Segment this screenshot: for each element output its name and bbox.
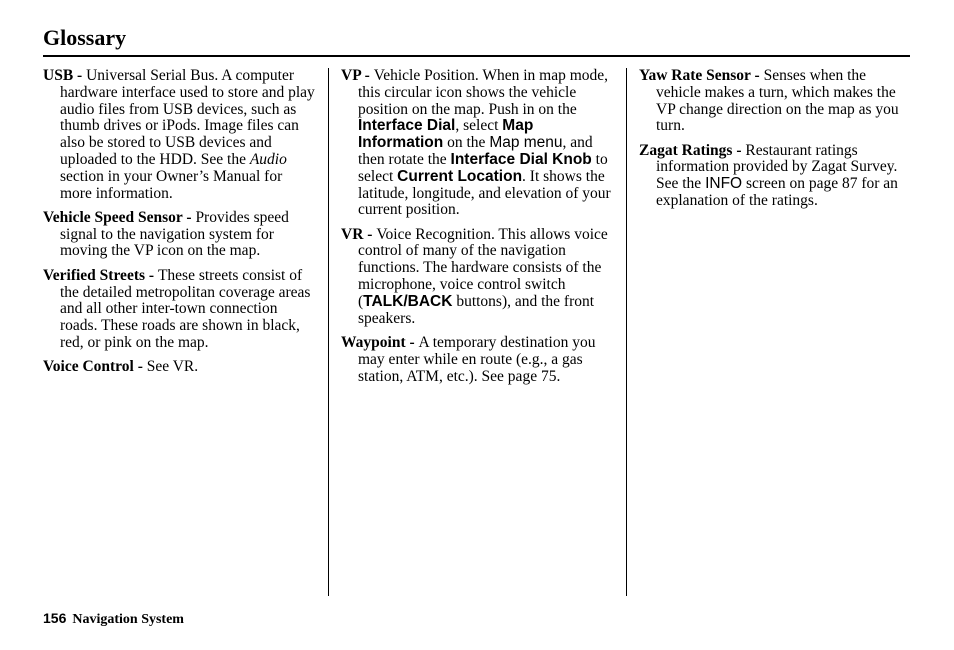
term-zagat-ratings: Zagat Ratings - (639, 141, 746, 159)
footer-label: Navigation System (72, 612, 184, 627)
term-yaw-rate-sensor: Yaw Rate Sensor - (639, 67, 764, 84)
definition-text: on the (443, 134, 490, 152)
definition-text: , select (455, 117, 503, 135)
ui-label-current-location: Current Location (397, 167, 523, 185)
page-number: 156 (43, 610, 67, 626)
definition-text: These streets consist of the detailed metropolitan coverage areas and all other inter-town connection roads. These roads are shown in black, red, or pink on the map. (60, 266, 311, 351)
entry-vehicle-speed-sensor (43, 210, 316, 260)
entry-yaw-rate-sensor (639, 68, 907, 135)
term-vr: VR - (341, 225, 377, 243)
entry-waypoint (341, 335, 613, 385)
definition-text: See VR. (146, 358, 199, 376)
italic-reference: Audio (249, 150, 287, 168)
definition-text: . It shows the latitude, longitude, and elevation of your current position. (358, 167, 611, 219)
term-voice-control: Voice Control - (43, 358, 147, 376)
glossary-column-2 (341, 68, 613, 393)
title-rule (43, 55, 910, 57)
definition-text: , and then rotate the (358, 134, 593, 168)
definition-text: Restaurant ratings information provided by Zagat Survey. See the (656, 141, 898, 193)
definition-text: Vehicle Position. When in map mode, this circular icon shows the vehicle position on the map. Push in on the (358, 67, 609, 118)
ui-label-interface-dial-knob: Interface Dial Knob (450, 150, 592, 168)
entry-usb (43, 68, 316, 202)
page-footer (43, 610, 184, 628)
column-divider-2 (626, 68, 627, 596)
ui-label-talk-back: TALK/BACK (363, 292, 453, 310)
definition-text: buttons), and the front speakers. (358, 292, 595, 327)
definition-text: Senses when the vehicle makes a turn, which makes the VP change direction on the map as you turn. (656, 67, 899, 135)
entry-voice-control (43, 359, 316, 376)
page-title: Glossary (43, 25, 127, 50)
term-usb: USB - (43, 67, 87, 84)
term-waypoint: Waypoint - (341, 333, 419, 351)
ui-label-map-information: Map Information (358, 117, 534, 152)
ui-label-interface-dial: Interface Dial (358, 117, 456, 135)
column-divider-1 (328, 68, 329, 596)
entry-vr (341, 227, 613, 328)
definition-text: section in your Owner’s Manual for more information. (60, 167, 283, 202)
definition-text: to select (358, 150, 608, 185)
entry-zagat-ratings (639, 143, 907, 210)
term-verified-streets: Verified Streets - (43, 266, 158, 284)
glossary-column-3 (639, 68, 907, 217)
glossary-column-1 (43, 68, 316, 384)
entry-verified-streets (43, 268, 316, 352)
term-vehicle-speed-sensor: Vehicle Speed Sensor - (43, 208, 196, 226)
definition-text: A temporary destination you may enter while en route (e.g., a gas station, ATM, etc.). See page 75. (358, 333, 596, 385)
ui-label-map-menu: Map menu (489, 134, 563, 152)
ui-label-info: INFO (705, 175, 743, 193)
definition-text: Provides speed signal to the navigation system for moving the VP icon on the map. (60, 208, 289, 260)
definition-text: screen on page 87 for an explanation of the ratings. (656, 175, 898, 210)
entry-vp (341, 68, 613, 219)
definition-text: Voice Recognition. This allows voice control of many of the navigation functions. The hardware consists of the microphone, voice control switch ( (358, 225, 608, 310)
term-vp: VP - (341, 67, 374, 84)
definition-text: Universal Serial Bus. A computer hardware interface used to store and play audio files from USB devices, such as thumb drives or iPods. Image files can also be stored to USB devices and uploaded to the HDD. See the (60, 67, 315, 168)
